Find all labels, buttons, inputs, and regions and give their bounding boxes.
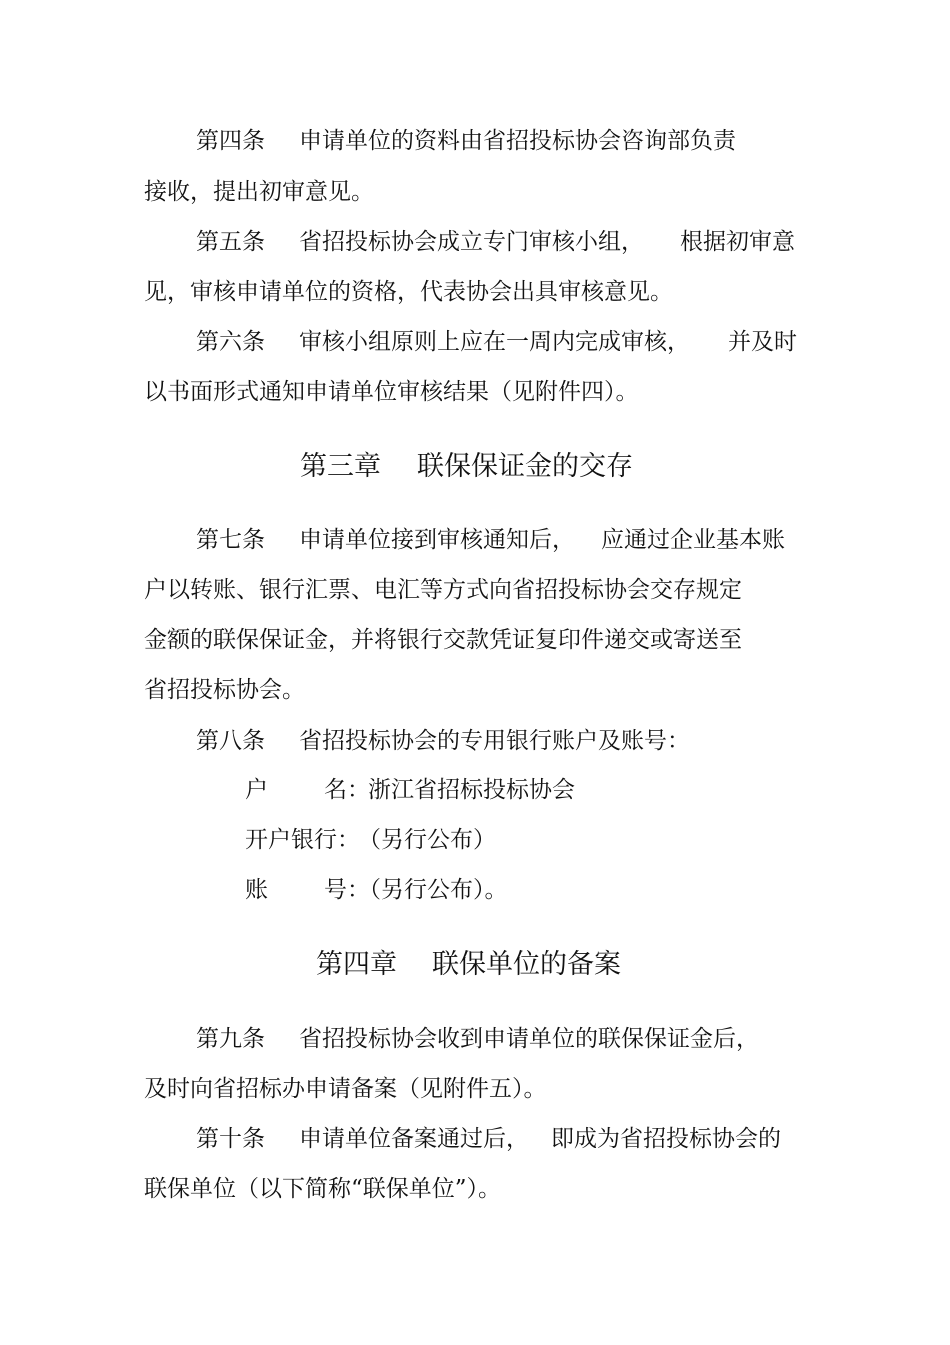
article-8-text-line1: 省招投标协会的专用银行账户及账号： [299,728,690,754]
article-7-text-line1a: 申请单位接到审核通知后， [299,527,575,553]
chapter-4-number: 第四章 [316,949,397,980]
account-name-label-b: 名： [324,777,370,803]
chapter-4-title: 联保单位的备案 [432,949,621,980]
article-6-text-line2: 以书面形式通知申请单位审核结果（见附件四）。 [144,379,639,405]
article-4-text-line2: 接收，提出初审意见。 [144,179,374,205]
chapter-3-title: 联保保证金的交存 [417,451,633,482]
account-number-value: （另行公布）。 [358,877,508,903]
article-4-label: 第四条 [196,128,265,154]
article-5-text-line1b: 根据初审意 [680,229,795,255]
article-7-text-line1b: 应通过企业基本账 [601,527,785,553]
bank-label: 开户银行： [245,827,360,853]
article-5-text-line2: 见，审核申请单位的资格，代表协会出具审核意见。 [144,279,673,305]
bank-value: （另行公布） [358,827,496,853]
account-number-label-b: 号： [324,877,370,903]
article-6-text-line1b: 并及时 [728,329,797,355]
article-5-label: 第五条 [196,229,265,255]
article-7-text-line2: 户以转账、银行汇票、电汇等方式向省招投标协会交存规定 [144,577,742,603]
article-4-text-line1: 申请单位的资料由省招投标协会咨询部负责 [299,128,736,154]
article-7-label: 第七条 [196,527,265,553]
chapter-3-number: 第三章 [300,451,381,482]
article-7-text-line3: 金额的联保保证金，并将银行交款凭证复印件递交或寄送至 [144,627,742,653]
article-10-label: 第十条 [196,1126,265,1152]
article-6-label: 第六条 [196,329,265,355]
article-10-text-line1b: 即成为省招投标协会的 [551,1126,781,1152]
account-name-label-a: 户 [245,777,268,803]
article-7-text-line4: 省招投标协会。 [144,677,305,703]
article-10-text-line2: 联保单位（以下简称“联保单位”）。 [144,1176,502,1202]
article-9-text-line2: 及时向省招标办申请备案（见附件五）。 [144,1076,547,1102]
article-9-label: 第九条 [196,1026,265,1052]
article-6-text-line1a: 审核小组原则上应在一周内完成审核， [299,329,690,355]
article-9-text-line1: 省招投标协会收到申请单位的联保保证金后， [299,1026,759,1052]
article-5-text-line1a: 省招投标协会成立专门审核小组， [299,229,644,255]
article-8-label: 第八条 [196,728,265,754]
account-name-value: 浙江省招标投标协会 [368,777,575,803]
account-number-label-a: 账 [245,877,268,903]
article-10-text-line1a: 申请单位备案通过后， [299,1126,529,1152]
